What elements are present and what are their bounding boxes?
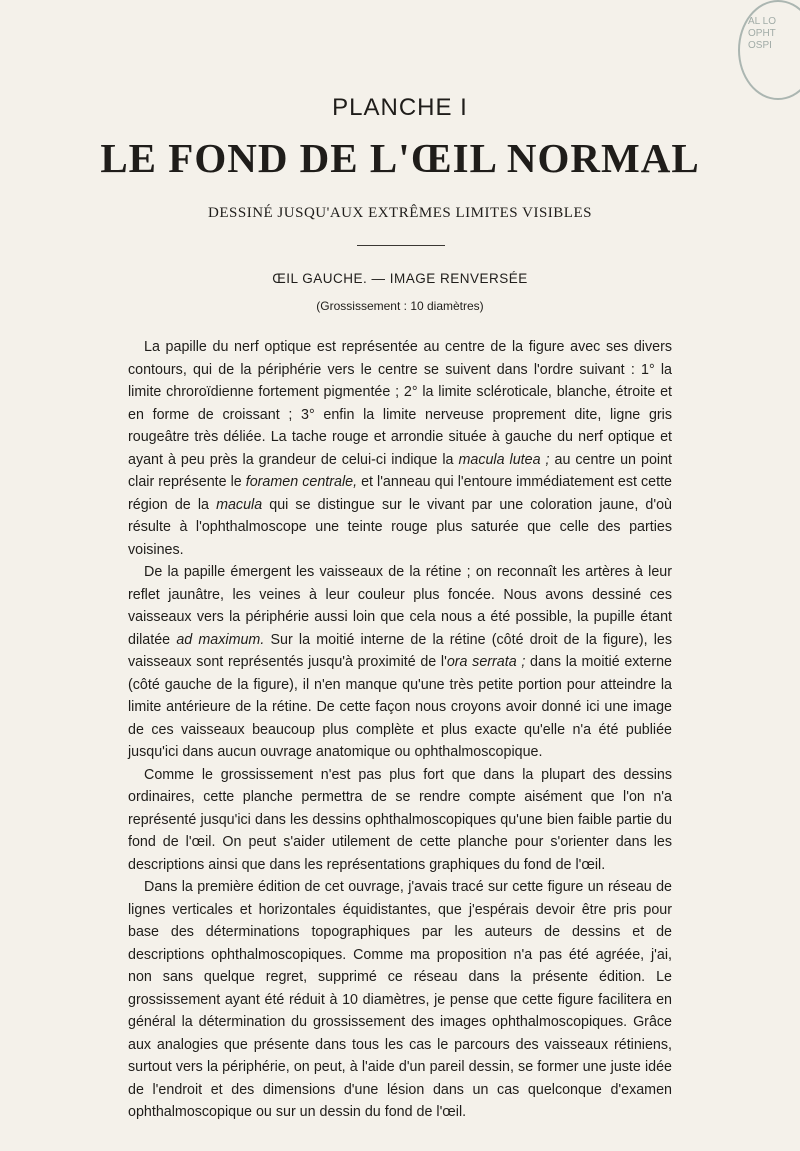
text-run: Dans la première édition de cet ouvrage, j'avais tracé sur cette figure un réseau de lignes verticales et horizontales équidistantes, que j'espérais devoir être pris pour base des déterminations topographiques par les auteurs de dessins et de descriptions ophthalmoscopiques. Comme ma proposition n'a pas été agréée, j'ai, non sans quelque regret, supprimé ce réseau dans la présente édition. Le grossissement ayant été réduit à 10 diamètres, je pense que cette figure facilitera en général la détermination du grossissement des images ophthalmoscopiques. Grâce aux analogies que présente dans tous les cas le parcours des vaisseaux rétiniens, surtout vers la périphérie, on peut, à l'aide d'un pareil dessin, se former une juste idée de l'endroit et des dimensions d'une lésion dans un cas quelconque d'examen ophthalmoscopique ou sur un dessin du fond de l'œil.: [128, 879, 672, 1120]
paragraph: [128, 561, 672, 764]
paragraph: [128, 764, 672, 877]
italic-term: ad maximum.: [176, 631, 265, 648]
page-subtitle: DESSINÉ JUSQU'AUX EXTRÊMES LIMITES VISIBLES: [208, 205, 592, 221]
stamp-line: AL LO: [748, 16, 776, 27]
text-run: La papille du nerf optique est représentée au centre de la figure avec ses divers contours, qui de la périphérie vers le centre se suivent dans l'ordre suivant : 1° la limite chroroïdienne fortement pigmentée ; 2° la limite scléroticale, blanche, étroite et en forme de croissant ; 3° enfin la limite nerveuse proprement dite, ligne gris rougeâtre très déliée. La tache rouge et arrondie située à gauche du nerf optique et ayant à peu près la grandeur de celui-ci indique la: [128, 339, 672, 468]
text-run: au centre un point clair représente le: [128, 451, 672, 490]
stamp-line: OSPI: [748, 40, 772, 51]
body-text: [128, 336, 672, 1124]
text-run: Comme le grossissement n'est pas plus fort que dans la plupart des dessins ordinaires, cette planche permettra de se rendre compte aisément que l'on n'a représenté jusqu'ici dans les dessins ophthalmoscopiques qu'une bien faible partie du fond de l'œil. On peut s'aider utilement de cette planche pour s'orienter dans les descriptions ainsi que dans les représentations graphiques du fond de l'œil.: [128, 766, 672, 873]
page-title: LE FOND DE L'ŒIL NORMAL: [100, 135, 700, 181]
italic-term: foramen centrale,: [245, 474, 358, 490]
text-run: et l'anneau qui l'entoure immédiatement est cette région de la: [128, 474, 672, 513]
text-run: qui se distingue sur le vivant par une coloration jaune, d'où résulte à l'ophthalmoscope une teinte rouge plus saturée que celle des parties voisines.: [128, 496, 672, 558]
italic-term: ora serrata ;: [446, 654, 526, 670]
magnification-note: (Grossissement : 10 diamètres): [316, 299, 484, 313]
paragraph: [128, 876, 672, 1124]
view-caption: ŒIL GAUCHE. — IMAGE RENVERSÉE: [272, 271, 528, 286]
stamp-line: OPHT: [748, 28, 776, 39]
paragraph: [128, 336, 672, 561]
library-stamp: [738, 0, 800, 100]
italic-term: macula: [216, 496, 263, 513]
text-run: Sur la moitié interne de la rétine (côté droit de la figure), les vaisseaux sont représentés jusqu'à proximité de l': [128, 631, 672, 670]
divider: [357, 245, 445, 246]
text-run: De la papille émergent les vaisseaux de la rétine ; on reconnaît les artères à leur reflet jaunâtre, les veines à leur couleur plus foncée. Nous avons dessiné ces vaisseaux vers la périphérie aussi loin que cela nous a été possible, la pupille étant dilatée: [128, 564, 672, 648]
text-run: dans la moitié externe (côté gauche de la figure), il n'en manque qu'une très petite portion pour atteindre la limite antérieure de la rétine. De cette façon nous croyons avoir donné ici une image de ces vaisseaux beaucoup plus complète et plus exacte qu'elle n'a été publiée jusqu'ici dans aucun ouvrage anatomique ou ophthalmoscopique.: [128, 654, 673, 760]
plate-number: PLANCHE I: [332, 94, 468, 121]
italic-term: macula lutea ;: [458, 451, 550, 468]
